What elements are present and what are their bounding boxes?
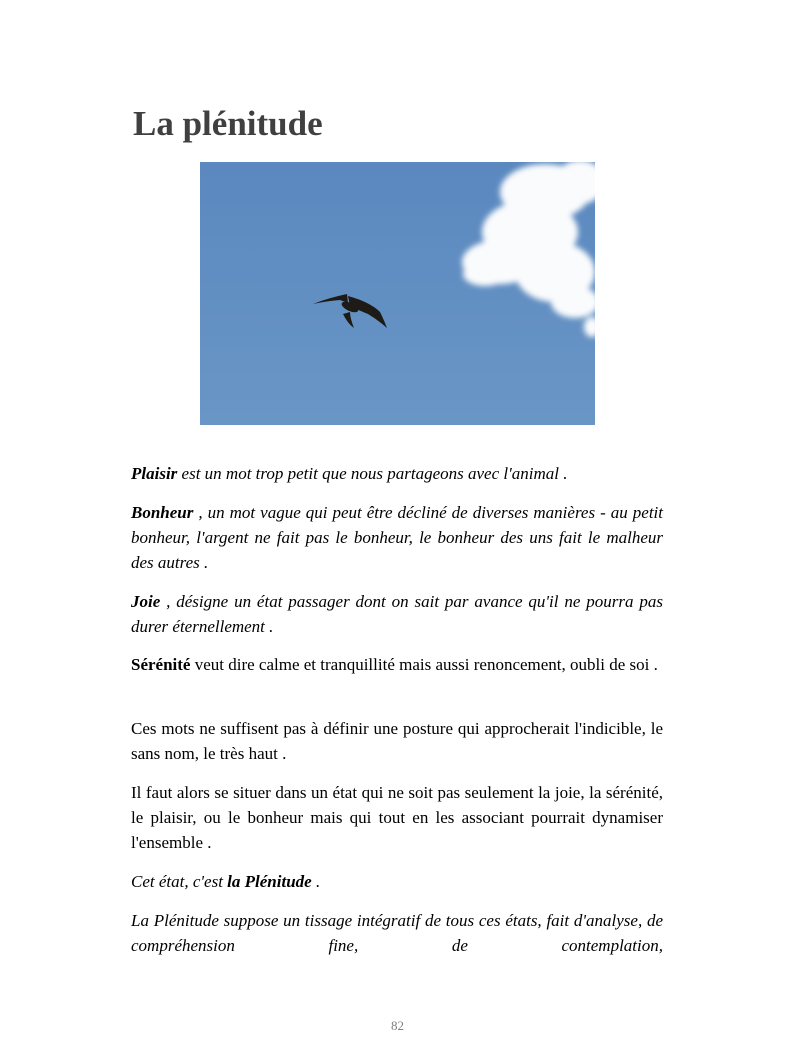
page-number: 82 <box>391 1018 404 1033</box>
term-serenite: Sérénité <box>131 655 191 674</box>
paragraph-etat: Il faut alors se situer dans un état qui ne soit pas seulement la joie, la sérénité, le plaisir, ou le bonheur mais qui tout en les associant pourrait dynamiser l'ensemble . <box>131 783 663 852</box>
term-plenitude: la Plénitude <box>227 872 312 891</box>
paragraph-tissage: La Plénitude suppose un tissage intégratif de tous ces états, fait d'analyse, de compréhension fine, de contemplation, <box>131 911 663 955</box>
paragraph-bonheur: Bonheur , un mot vague qui peut être décliné de diverses manières - au petit bonheur, l'argent ne fait pas le bonheur, le bonheur des uns fait le malheur des autres . <box>131 503 663 572</box>
paragraph-mots: Ces mots ne suffisent pas à définir une posture qui approcherait l'indicible, le sans nom, le très haut . <box>131 719 663 763</box>
soaring-bird-photo <box>200 162 595 425</box>
term-joie: Joie <box>131 592 161 611</box>
paragraph-serenite: Sérénité veut dire calme et tranquillité mais aussi renoncement, oubli de soi . <box>131 655 658 674</box>
paragraph-joie: Joie , désigne un état passager dont on sait par avance qu'il ne pourra pas durer éternellement . <box>131 592 663 636</box>
term-bonheur: Bonheur <box>131 503 194 522</box>
page-title: La plénitude <box>133 104 323 143</box>
paragraph-plaisir: Plaisir est un mot trop petit que nous partageons avec l'animal . <box>131 464 568 483</box>
term-plaisir: Plaisir <box>131 464 178 483</box>
paragraph-plenitude: Cet état, c'est la Plénitude . <box>131 872 321 891</box>
